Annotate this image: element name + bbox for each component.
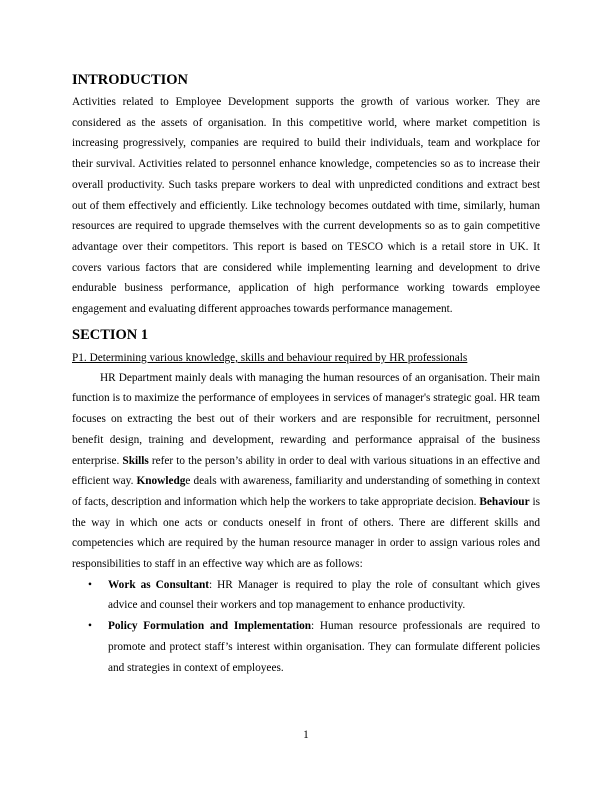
bullet-icon: • (88, 620, 92, 633)
list-item (72, 616, 540, 678)
list-item-text: : Human resource professionals are required to promote and protect staff’s interest within organisation. They can formulate different policies and strategies in context of employees. (108, 620, 540, 674)
list-item (72, 575, 540, 616)
term-behaviour: Behaviour (479, 495, 530, 508)
bullet-icon: • (88, 578, 92, 591)
introduction-heading: INTRODUCTION (72, 72, 189, 88)
list-item-term: Work as Consultant (108, 578, 210, 591)
section-1-heading: SECTION 1 (72, 326, 149, 343)
term-knowledge: Knowledg (136, 475, 186, 488)
page-number: 1 (303, 729, 309, 741)
page-content (72, 70, 540, 678)
paragraph-text-1: HR Department mainly deals with managing the human resources of an organisation. Their main function is to maximize the performance of employees in services of manager's strategic goal. HR team focuses on extracting the best out of their workers and are responsible for recruitment, personnel benefit design, training and development, rewarding and performance appraisal of the business enterprise. (72, 371, 540, 467)
term-skills: Skills (122, 454, 149, 467)
p1-subheading: P1. Determining various knowledge, skills and behaviour required by HR professionals (72, 351, 468, 364)
paragraph-text-3: e deals with awareness, familiarity and understanding of something in context of facts, description and information which help the workers to take appropriate decision. (72, 475, 540, 508)
introduction-paragraph: Activities related to Employee Development supports the growth of various worker. They are considered as the assets of organisation. In this competitive world, where market competition is increasing progressively, companies are required to build their individuals, team and workplace for their survival. Activities related to personnel enhance knowledge, competencies so as to increase their overall productivity. Such tasks prepare workers to deal with unpredicted conditions and extract best out of them effectively and efficiently. Like technology becomes outdated with time, similarly, human resources are required to upgrade themselves with the current developments so as to gain competitive advantage over their competitors. This report is based on TESCO which is a retail store in UK. It covers various factors that are considered while implementing learning and development to drive endurable business performance, application of high performance working towards employee engagement and evaluating different approaches towards performance management. (72, 96, 540, 316)
list-item-term: Policy Formulation and Implementation (108, 620, 312, 633)
hr-roles-list (72, 575, 540, 679)
list-item-text: : HR Manager is required to play the role of consultant which gives advice and counsel their workers and top management to enhance productivity. (108, 578, 540, 612)
paragraph-text-4: is the way in which one acts or conducts oneself in front of others. There are different skills and competencies which are required by the human resource manager in order to assign various roles and responsibilities to staff in an effective way which are as follows: (72, 495, 540, 571)
hr-department-paragraph (72, 368, 540, 575)
paragraph-text-2: refer to the person’s ability in order to deal with various situations in an effective and efficient way. (72, 454, 541, 488)
